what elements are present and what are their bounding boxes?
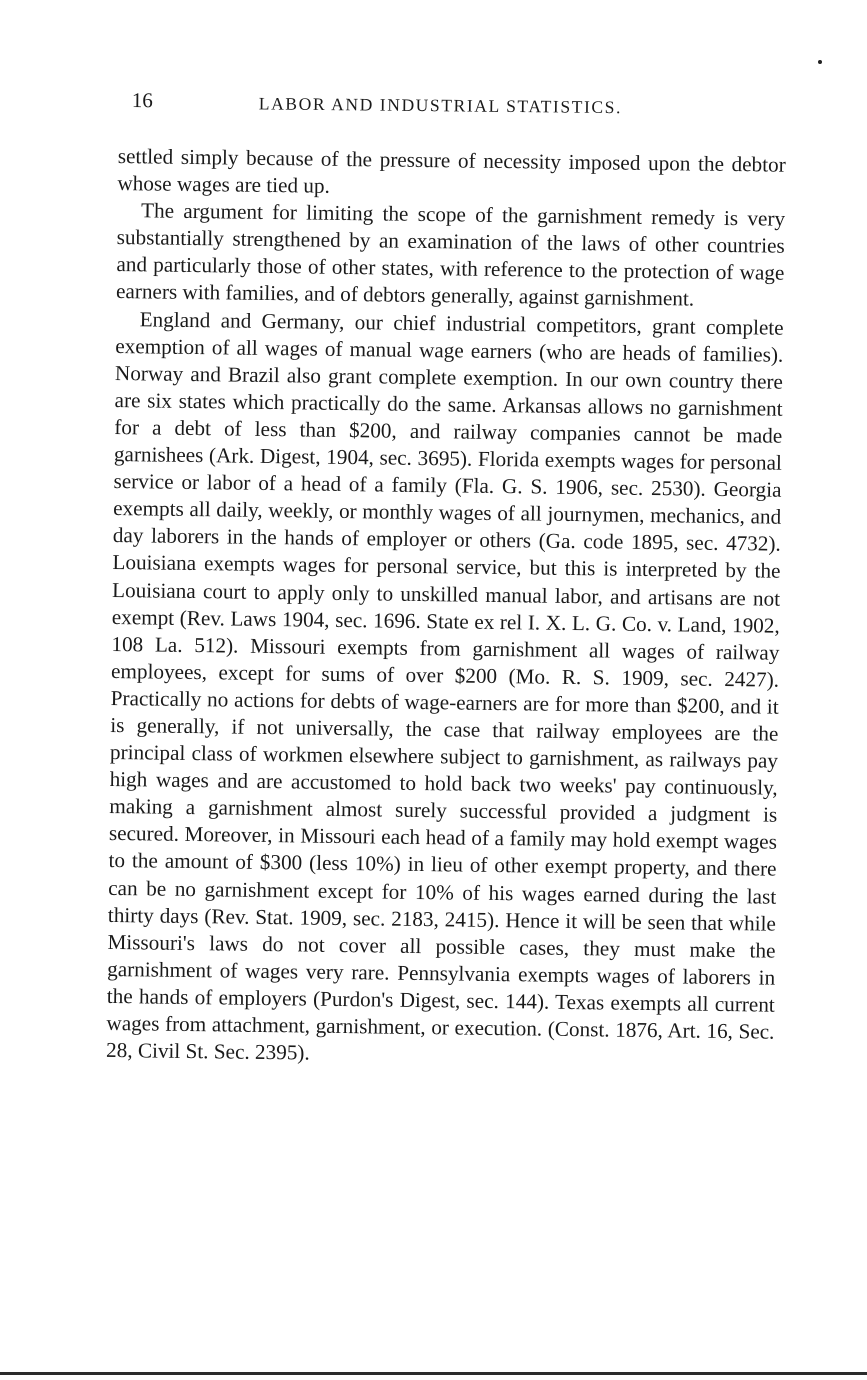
paragraph-exemptions: England and Germany, our chief industrial competitors, grant complete exemption of all wages of manual wage earners (who are heads of families). Norway and Brazil also grant complete exemption. In our own country there are six states which practically do the same. Arkansas allows no garnishment for a debt of less than $200, and railway companies cannot be made garnishees (Ark. Digest, 1904, sec. 3695). Florida exempts wages for personal service or labor of a head of a family (Fla. G. S. 1906, sec. 2530). Georgia exempts all daily, weekly, or monthly wages of all journymen, mechanics, and day laborers in the hands of employer or others (Ga. code 1895, sec. 4732). Louisiana exempts wages for personal service, but this is interpreted by the Louisiana court to apply only to unskilled manual labor, and artisans are not exempt (Rev. Laws 1904, sec. 1696. State ex rel I. X. L. G. Co. v. Land, 1902, 108 La. 512). Missouri exempts from garnishment all wages of railway employees, except for sums of over $200 (Mo. R. S. 1909, sec. 2427). Practically no actions for debts of wage-earners are for more than $200, and it is generally, if not universally, the case that railway employees are the principal class of workmen elsewhere subject to garnishment, as railways pay high wages and are accustomed to hold back two weeks' pay continuously, making a garnishment almost surely successful provided a judgment is secured. Moreover, in Missouri each head of a family may hold exempt wages to the amount of $300 (less 10%) in lieu of other exempt property, and there can be no garnishment except for 10% of his wages earned during the last thirty days (Rev. Stat. 1909, sec. 2183, 2415). Hence it will be seen that while Missouri's laws do not cover all possible cases, they must make the garnishment of wages very rare. Pennsylvania exempts wages of laborers in the hands of employers (Purdon's Digest, sec. 144). Texas exempts all current wages from attachment, garnishment, or execution. (Const. 1876, Art. 16, Sec. 28, Civil St. Sec. 2395). — [105, 306, 784, 1065]
bottom-rule — [0, 1372, 867, 1375]
scan-speck — [818, 60, 822, 64]
paragraph-garnishment-argument: The argument for limiting the scope of the garnishment remedy is very substantially strengthened by an examination of the laws of other countries and particularly those of other states, with reference to the protection of wage earners with families, and of debtors generally, against garnishment. — [115, 198, 786, 312]
page-number: 16 — [131, 88, 153, 113]
running-head: LABOR AND INDUSTRIAL STATISTICS. — [258, 93, 623, 118]
paragraph-continuation: settled simply because of the pressure of necessity imposed upon the debtor whose wages are tied up. — [117, 143, 786, 198]
body-text — [106, 143, 786, 1073]
page-header — [132, 88, 772, 125]
